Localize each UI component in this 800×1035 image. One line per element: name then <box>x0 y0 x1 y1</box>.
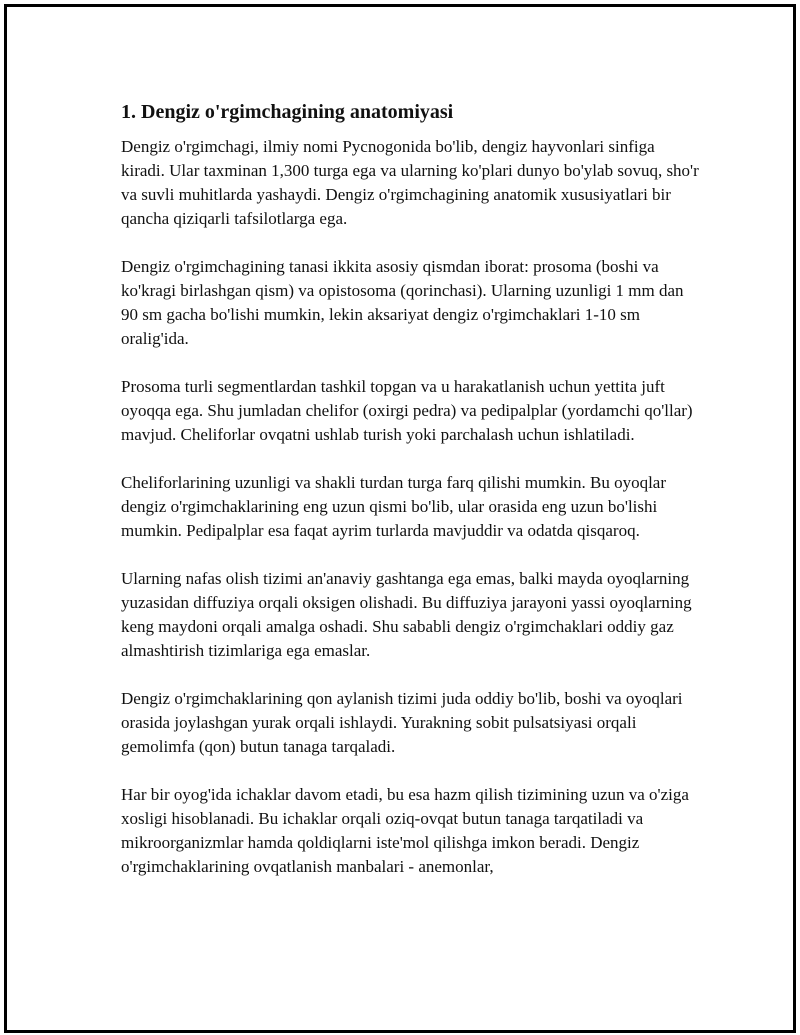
paragraph-prosoma: Prosoma turli segmentlardan tashkil topgan va u harakatlanish uchun yettita juft oyoqqa ega. Shu jumladan chelifor (oxirgi pedra) va pedipalplar (yordamchi qo'llar) mavjud. Cheliforlar ovqatni ushlab turish yoki parchalash uchun ishlatiladi. <box>121 377 693 444</box>
paragraph-body-structure: Dengiz o'rgimchagining tanasi ikkita asosiy qismdan iborat: prosoma (boshi va ko'kragi birlashgan qism) va opistosoma (qorinchasi). Ularning uzunligi 1 mm dan 90 sm gacha bo'lishi mumkin, lekin aksariyat dengiz o'rgimchaklari 1-10 sm oralig'ida. <box>121 257 684 348</box>
paragraph-respiration: Ularning nafas olish tizimi an'anaviy gashtanga ega emas, balki mayda oyoqlarning yuzasidan diffuziya orqali oksigen olishadi. Bu diffuziya jarayoni yassi oyoqlarning keng maydoni orqali amalga oshadi. Shu sababli dengiz o'rgimchaklari oddiy gaz almashtirish tizimlariga ega emaslar. <box>121 569 692 660</box>
document-body <box>121 99 701 903</box>
paragraph-circulation: Dengiz o'rgimchaklarining qon aylanish tizimi juda oddiy bo'lib, boshi va oyoqlari orasida joylashgan yurak orqali ishlaydi. Yurakning sobit pulsatsiyasi orqali gemolimfa (qon) butun tanaga tarqaladi. <box>121 689 683 756</box>
page-frame <box>4 4 796 1033</box>
paragraph-intro: Dengiz o'rgimchagi, ilmiy nomi Pycnogonida bo'lib, dengiz hayvonlari sinfiga kiradi. Ular taxminan 1,300 turga ega va ularning ko'plari dunyo bo'ylab sovuq, sho'r va suvli muhitlarda yashaydi. Dengiz o'rgimchagining anatomik xususiyatlari bir qancha qiziqarli tafsilotlarga ega. <box>121 137 699 228</box>
paragraph-chelifors: Cheliforlarining uzunligi va shakli turdan turga farq qilishi mumkin. Bu oyoqlar dengiz o'rgimchaklarining eng uzun qismi bo'lib, ular orasida eng uzun bo'lishi mumkin. Pedipalplar esa faqat ayrim turlarda mavjuddir va odatda qisqaroq. <box>121 473 667 540</box>
section-heading: 1. Dengiz o'rgimchagining anatomiyasi <box>121 101 454 123</box>
paragraph-digestion: Har bir oyog'ida ichaklar davom etadi, bu esa hazm qilish tizimining uzun va o'ziga xosligi hisoblanadi. Bu ichaklar orqali oziq-ovqat butun tanaga tarqatiladi va mikroorganizmlar hamda qoldiqlarni iste'mol qilishga imkon beradi. Dengiz o'rgimchaklarining ovqatlanish manbalari - anemonlar, <box>121 785 689 876</box>
